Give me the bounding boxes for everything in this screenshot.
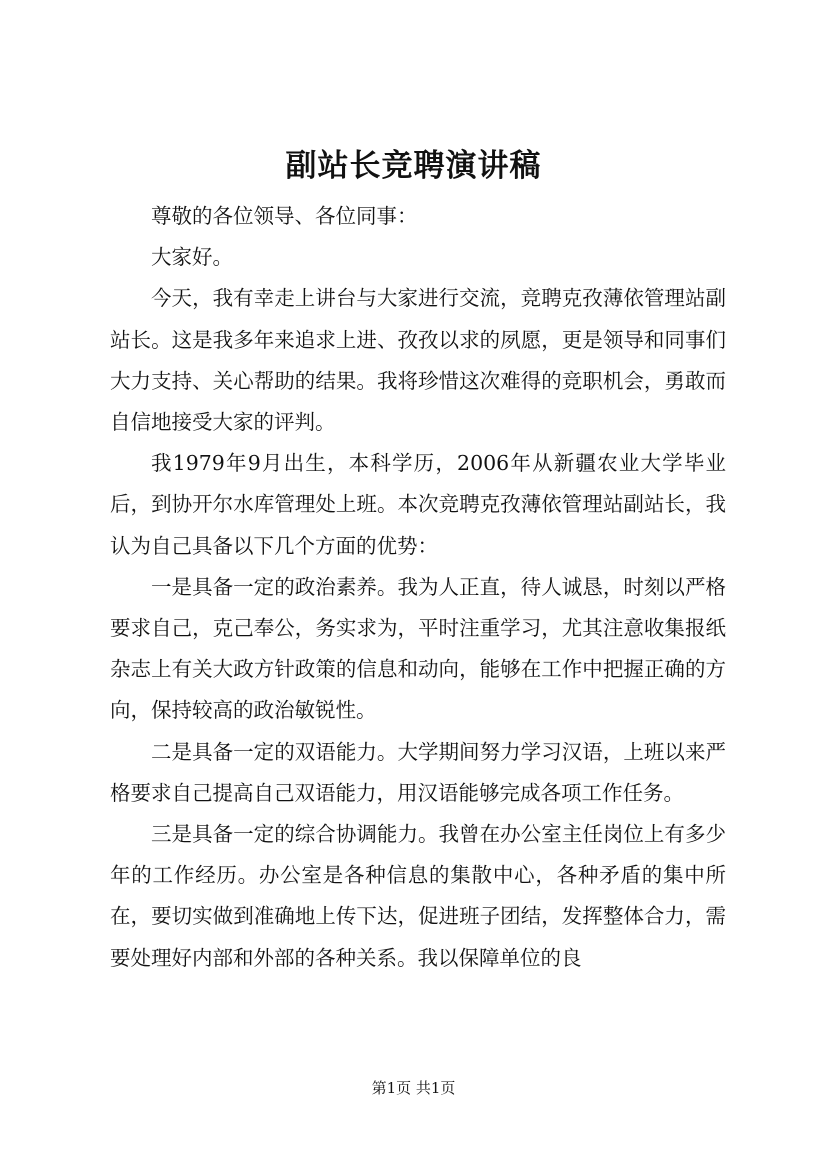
paragraph-intro: 今天，我有幸走上讲台与大家进行交流，竞聘克孜薄依管理站副站长。这是我多年来追求上进、孜孜以求的夙愿，更是领导和同事们大力支持、关心帮助的结果。我将珍惜这次难得的竞职机会，勇敢而自信地接受大家的评判。 bbox=[110, 286, 726, 435]
paragraph-background: 我1979年9月出生，本科学历，2006年从新疆农业大学毕业后，到协开尔水库管理处上班。本次竞聘克孜薄依管理站副站长，我认为自己具备以下几个方面的优势： bbox=[110, 451, 726, 558]
paragraph-coordination: 三是具备一定的综合协调能力。我曾在办公室主任岗位上有多少年的工作经历。办公室是各种信息的集散中心，各种矛盾的集中所在，要切实做到准确地上传下达，促进班子团结，发挥整体合力，需要处理好内部和外部的各种关系。我以保障单位的良 bbox=[110, 822, 726, 970]
salutation: 尊敬的各位领导、各位同事： bbox=[151, 204, 418, 228]
paragraph-bilingual: 二是具备一定的双语能力。大学期间努力学习汉语，上班以来严格要求自己提高自己双语能力，用汉语能够完成各项工作任务。 bbox=[110, 739, 726, 805]
page-footer: 第1页 共1页 bbox=[371, 1079, 456, 1097]
document-body bbox=[110, 196, 726, 979]
document-title: 副站长竞聘演讲稿 bbox=[285, 148, 542, 184]
greeting: 大家好。 bbox=[151, 245, 233, 270]
paragraph-political: 一是具备一定的政治素养。我为人正直，待人诚恳，时刻以严格要求自己，克己奉公，务实求为，平时注重学习，尤其注意收集报纸杂志上有关大政方针政策的信息和动向，能够在工作中把握正确的方向，保持较高的政治敏锐性。 bbox=[110, 574, 726, 723]
